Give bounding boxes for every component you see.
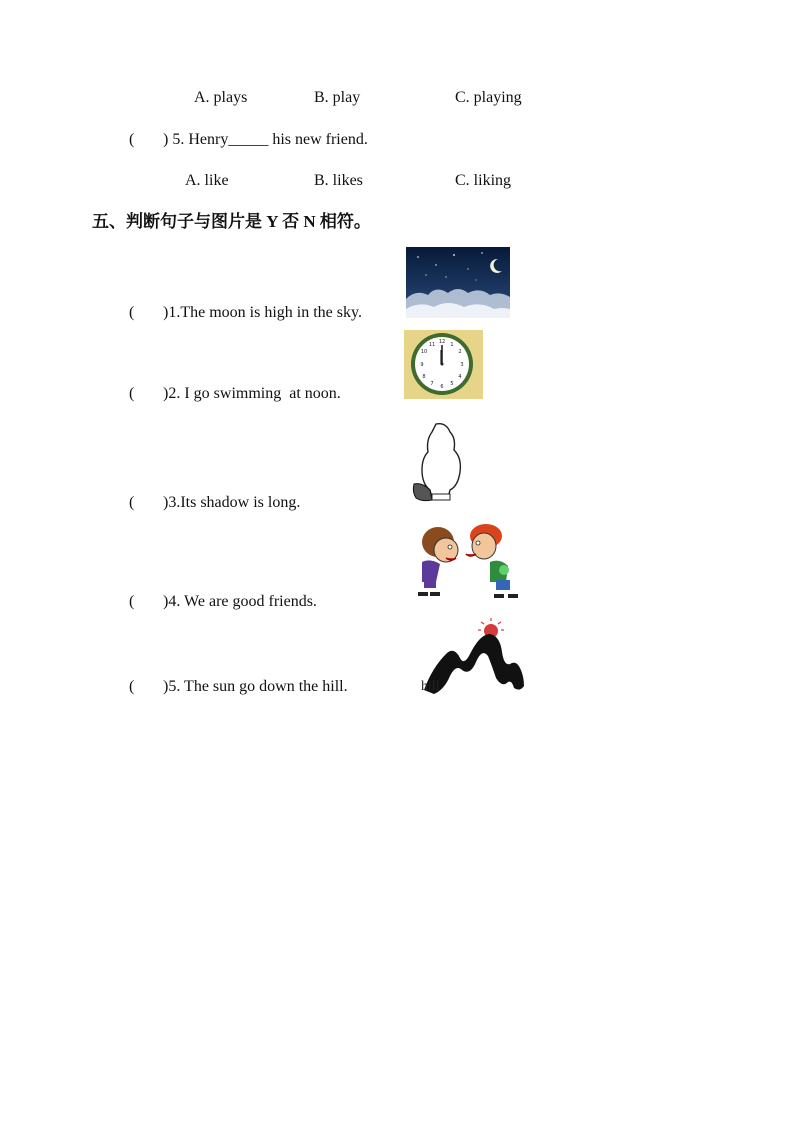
option-a: A. plays <box>194 89 248 106</box>
svg-text:8: 8 <box>422 374 426 380</box>
question-text: ) 5. Henry_____ his new friend. <box>163 131 368 148</box>
two-boys-arguing-icon <box>416 520 524 602</box>
section-title: 五、判断句子与图片是 Y 否 N 相符。 <box>92 212 371 231</box>
statement-text: )5. The sun go down the hill. <box>163 678 348 695</box>
svg-text:7: 7 <box>430 381 434 387</box>
statement-text: )1.The moon is high in the sky. <box>163 304 362 321</box>
svg-text:10: 10 <box>420 349 428 355</box>
option-c: C. liking <box>455 172 512 189</box>
answer-paren[interactable]: ( <box>129 131 135 148</box>
option-b: B. likes <box>314 172 363 189</box>
option-a: A. like <box>185 172 229 189</box>
svg-text:11: 11 <box>428 342 436 348</box>
statement-text: )4. We are good friends. <box>163 593 317 610</box>
statement-text: )2. I go swimming at noon. <box>163 385 341 402</box>
option-c: C. playing <box>455 89 522 106</box>
svg-text:2: 2 <box>458 349 462 355</box>
picture-caption: hill <box>421 679 440 694</box>
svg-text:3: 3 <box>460 362 464 368</box>
answer-paren[interactable]: ( <box>129 385 135 402</box>
svg-text:5: 5 <box>450 381 454 387</box>
option-b: B. play <box>314 89 361 106</box>
answer-paren[interactable]: ( <box>129 494 135 511</box>
svg-text:9: 9 <box>420 362 424 368</box>
night-moon-sky-icon <box>406 247 510 318</box>
clock-noon-icon <box>404 330 483 399</box>
svg-text:4: 4 <box>458 374 462 380</box>
svg-text:12: 12 <box>438 339 446 345</box>
answer-paren[interactable]: ( <box>129 678 135 695</box>
answer-paren[interactable]: ( <box>129 304 135 321</box>
answer-paren[interactable]: ( <box>129 593 135 610</box>
svg-text:1: 1 <box>450 342 454 348</box>
statement-text: )3.Its shadow is long. <box>163 494 301 511</box>
shadow-figure-icon <box>410 420 466 504</box>
svg-text:6: 6 <box>440 384 444 390</box>
